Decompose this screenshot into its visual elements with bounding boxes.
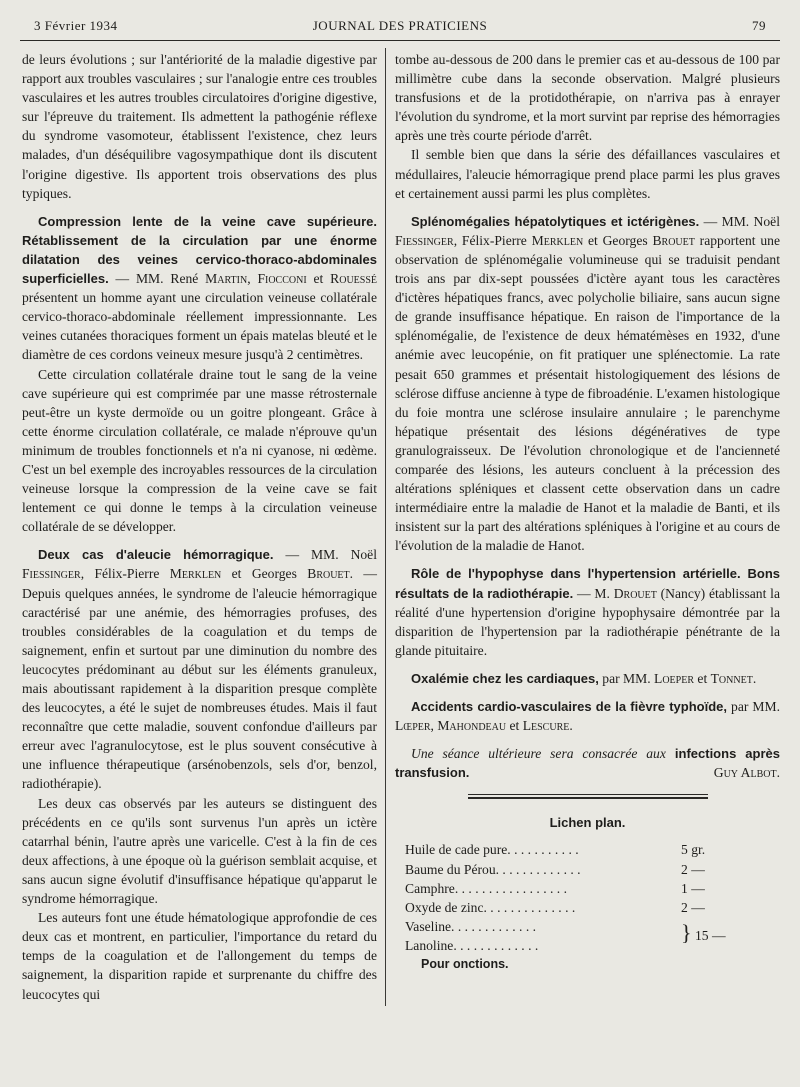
paragraph: Cette circulation collatérale draine tout le sang de la veine cave supérieure qui est comprimée par une masse rétrosternale peut-être un kyste dermoïde ou un goitre plongeant. Grâce à cette énorme circulation collatérale, ce malade n'éprouve qu'un minimum de troubles fonctionnels et n'a ni cyanose, ni œdème. C'est un bel exemple des incroyables ressources de la circulation veineuse lorsque la compression de la veine cave se fait lentement ce qui donne le temps à la circulation veineuse collatérale de se développer. (22, 366, 377, 535)
page-header (34, 18, 766, 40)
author: Brouet (652, 232, 695, 248)
section-body: rapportent une observation de splénomégalie volumineuse qui se traduisit pendant trois ans par dix-sept poussées d'ictère ayant tous les caractères d'ictères hépatiques francs, avec polycholie biliaire, sans aucun signe de grande insuffisance hépatique. En raison de l'importance de la splénomégalie, de l'existence de deux hématémèses en 1932, d'une anémie avec leucopénie, on fit pratiquer une splénectomie. La rate pesait 650 grammes et présentait histologiquement des lésions de sclérose diffuse ancienne à type de fibroadénie. L'examen histologique du foie montra une sclérose insulaire annulaire ; le parenchyme hépatique présentait des lésions dégénératives de type granulograisseux. De l'évolution chronologique et de l'ancienneté comparée des lésions, les auteurs concluent à la précession des altérations spléniques et classent cette observation dans un cadre intermédiaire entre la maladie de Hanot et la maladie de Banti, et ils insistent sur la part des altérations spléniques à l'origine et au cours de l'évolution de la maladie de Hanot. (395, 232, 780, 554)
ingredient: Camphre. . . . . . . . . . . . . . . . . (405, 880, 567, 896)
author: Merklen (169, 566, 222, 582)
prescription-footer: Pour onctions. (421, 957, 509, 972)
section-oxalemie: Oxalémie chez les cardiaques, par MM. Loeper et Tonnet. (411, 670, 757, 686)
paragraph: Il semble bien que dans la série des défaillances vasculaires et médullaires, l'aleucie hémorragique prend place parmi les plus graves et certainement aussi parmi les plus complètes. (395, 147, 780, 201)
paragraph: de leurs évolutions ; sur l'antériorité de la maladie digestive par rapport aux troubles vasculaires ; sur l'analogie entre ces troubles vasculaires et les autres troubles circulatoires d'origine digestive, sur l'épreuve du traitement. Ils admettent la pathogénie réflexe du syndrome vasomoteur, établissent l'existence, chez leurs malades, d'un déséquilibre vagosympathique dont ils discutent l'origine digestive. Ils apportent trois observations des plus typiques. (22, 52, 377, 201)
header-rule (20, 40, 780, 41)
paragraph: tombe au-dessous de 200 dans le premier cas et au-dessous de 100 par millimètre cube dans la seconde observation. Malgré plusieurs transfusions et de la protidothérapie, on n'arriva pas à enrayer l'évolution du syndrome, et la mort survint par reprise des hémorragies après une très courte période d'arrêt. (395, 52, 780, 144)
prescription-title: Lichen plan. (549, 815, 626, 831)
quantity: 2 — (681, 899, 705, 915)
author: Loeper (654, 670, 695, 686)
prescription-row (405, 917, 735, 936)
brace: } (681, 920, 692, 946)
author: Drouet (613, 585, 657, 601)
author: Fiessinger (395, 232, 454, 248)
quantity: 1 — (681, 880, 705, 896)
quantity: 5 gr. (681, 842, 706, 858)
ingredient: Baume du Pérou. . . . . . . . . . . . . (405, 861, 581, 877)
author: Fiocconi (257, 271, 307, 287)
ingredient: Huile de cade pure. . . . . . . . . . . (405, 842, 579, 858)
author: Merklen (531, 232, 584, 248)
quantity: 2 — (681, 861, 705, 877)
column-divider (385, 48, 386, 1006)
ingredient: Vaseline. . . . . . . . . . . . . (405, 918, 537, 934)
author: Brouet (307, 566, 350, 582)
right-column (395, 50, 780, 974)
author: Fiessinger (22, 566, 81, 582)
prescription-row (405, 898, 735, 917)
paragraph: Les deux cas observés par les auteurs se distinguent des précédents en ce qu'ils sont survenus l'un après un ictère catarrhal bénin, l'autre après une varicelle. C'est à la fin de ces deux affections, à une époque où la guérison semblait acquise, et sans aucun signe évolutif d'insuffisance hépatique qu'apparut le syndrome hémorragique. (22, 795, 377, 907)
section-title: Splénomégalies hépatolytiques et ictérigènes. (411, 213, 700, 229)
ornamental-rule (468, 794, 708, 799)
section-title: Accidents cardio-vasculaires de la fièvre typhoïde, (411, 699, 727, 714)
author: Mahondeau (437, 718, 507, 734)
prescription-row (405, 860, 735, 879)
section-body: présentent un homme ayant une circulation veineuse collatérale cervico-thoraco-abdominale réellement impressionnante. Les veines cutanées thoraciques forment un épais matelas bleuté et le diamètre de ces cordons veineux mesure jusqu'à 2 centimètres. (22, 290, 377, 363)
author: Martin (205, 271, 248, 287)
ingredient: Lanoline. . . . . . . . . . . . . (405, 937, 539, 953)
signature: Guy Albot. (713, 765, 780, 781)
page-number: 79 (752, 18, 766, 33)
quantity: } 15 — (681, 920, 726, 946)
author: Lescure (522, 718, 570, 734)
paragraph: Les auteurs font une étude hématologique approfondie de ces deux cas et montrent, en particulier, l'importance du retard du temps de la coagulation et de l'allongement du temps de saignement, la disparition rapide et surprenante du chiffre des leucocytes qui (22, 910, 377, 1002)
closing-note (395, 744, 780, 782)
section-title: Oxalémie chez les cardiaques, (411, 670, 599, 686)
author: Tonnet (710, 670, 753, 686)
section-title: Deux cas d'aleucie hémorragique. (38, 547, 274, 563)
section-title: Rôle de l'hypophyse dans l'hypertension artérielle. Bons résultats de la radiothérapie. (395, 566, 780, 601)
issue-date: 3 Février 1934 (34, 18, 118, 33)
left-column (22, 50, 377, 1004)
section-fievre-typhoide: Accidents cardio-vasculaires de la fièvre typhoïde, par MM. Lœper, Mahondeau et Lescure. (395, 699, 780, 734)
author: Rouessé (330, 271, 378, 287)
note-italic: Une séance ultérieure sera consacrée aux (411, 746, 666, 762)
prescription-table (405, 840, 735, 955)
note-bold: infections après transfusion. (395, 746, 781, 781)
section-splenomegalies: Splénomégalies hépatolytiques et ictérigènes. — MM. Noël Fiessinger, Félix-Pierre Merklen et Georges Brouet rapportent une observation de splénomégalie volumineuse qui se traduisit pendant trois ans par dix-sept poussées d'ictère ayant tous les caractères d'ictères hépatiques francs, avec polycholie biliaire, sans aucun signe de grande insuffisance hépatique. En raison de l'importance de la splénomégalie, de l'existence de deux hématémèses en 1932, d'une anémie avec leucopénie, on fit pratiquer une splénectomie. La rate pesait 650 grammes et présentait histologiquement des lésions de sclérose diffuse ancienne à type de fibroadénie. L'examen histologique du foie montra une sclérose insulaire annulaire ; le parenchyme hépatique présentait des lésions dégénératives de type granulograisseux. De l'évolution chronologique et de l'ancienneté comparée des lésions, les auteurs concluent à la précession des altérations spléniques et classent cette observation dans un cadre intermédiaire entre la maladie de Hanot et la maladie de Banti, et ils insistent sur la part des altérations spléniques à l'origine et au cours de l'évolution de la maladie de Hanot. (395, 213, 780, 554)
section-compression-veine-cave: Compression lente de la veine cave supérieure. Rétablissement de la circulation par une énorme dilatation des veines cervico-thoraco-abdominales superficielles. — MM. René Martin, Fiocconi et Rouessé présentent un homme ayant une circulation veineuse collatérale cervico-thoraco-abdominale réellement impressionnante. Les veines cutanées thoraciques forment un épais matelas bleuté et le diamètre de ces cordons veineux mesure jusqu'à 2 centimètres. (22, 213, 378, 363)
section-aleucie-hemorragique: Deux cas d'aleucie hémorragique. — MM. Noël Fiessinger, Félix-Pierre Merklen et Georges Brouet. — Depuis quelques années, le syndrome de l'aleucie hémorragique caractérisé par une anémie, des hémorragies profuses, des troubles considérables de la coagulation et du temps de saignement, enfin et surtout par une diminution du nombre des leucocytes prédominant au début sur les éléments granuleux, mais aboutissant rapidement à la disparition presque complète des leucocytes, a été le sujet de nombreuses études. Mais il faut reconnaître que cette maladie, souvent confondue d'ailleurs par erreur avec l'agranulocytose, est le plus souvent consécutive à une influence thérapeutique (arsénobenzols, sels d'or, benzol, radiothérapie). (22, 547, 378, 792)
ingredient: Oxyde de zinc. . . . . . . . . . . . . . (405, 899, 576, 915)
section-body: . — Depuis quelques années, le syndrome de l'aleucie hémorragique caractérisé par une anémie, des hémorragies profuses, des troubles considérables de la coagulation et du temps de saignement, enfin et surtout par une diminution du nombre des leucocytes prédominant au début sur les éléments granuleux, mais aboutissant rapidement à la disparition presque complète des leucocytes, a été le sujet de nombreuses études. Mais il faut reconnaître que cette maladie, souvent confondue d'ailleurs par erreur avec l'agranulocytose, est le plus souvent consécutive à une influence thérapeutique (arsénobenzols, sels d'or, benzol, radiothérapie). (22, 566, 378, 792)
section-hypophyse: Rôle de l'hypophyse dans l'hypertension artérielle. Bons résultats de la radiothérapie. — M. Drouet (Nancy) établissant la réalité d'une hypertension d'origine hypophysaire démontrée par la disparition de l'hypertension par la radiothérapie pénétrante de la glande pituitaire. (395, 566, 780, 658)
section-body: (Nancy) établissant la réalité d'une hypertension d'origine hypophysaire démontrée par la disparition de l'hypertension par la radiothérapie pénétrante de la glande pituitaire. (395, 585, 780, 658)
section-title: Compression lente de la veine cave supérieure. Rétablissement de la circulation par une énorme dilatation des veines cervico-thoraco-abdominales superficielles. (22, 213, 377, 287)
prescription-row (405, 840, 735, 859)
author: Lœper (395, 718, 431, 734)
prescription-row (405, 879, 735, 898)
journal-title: JOURNAL DES PRATICIENS (312, 18, 488, 33)
